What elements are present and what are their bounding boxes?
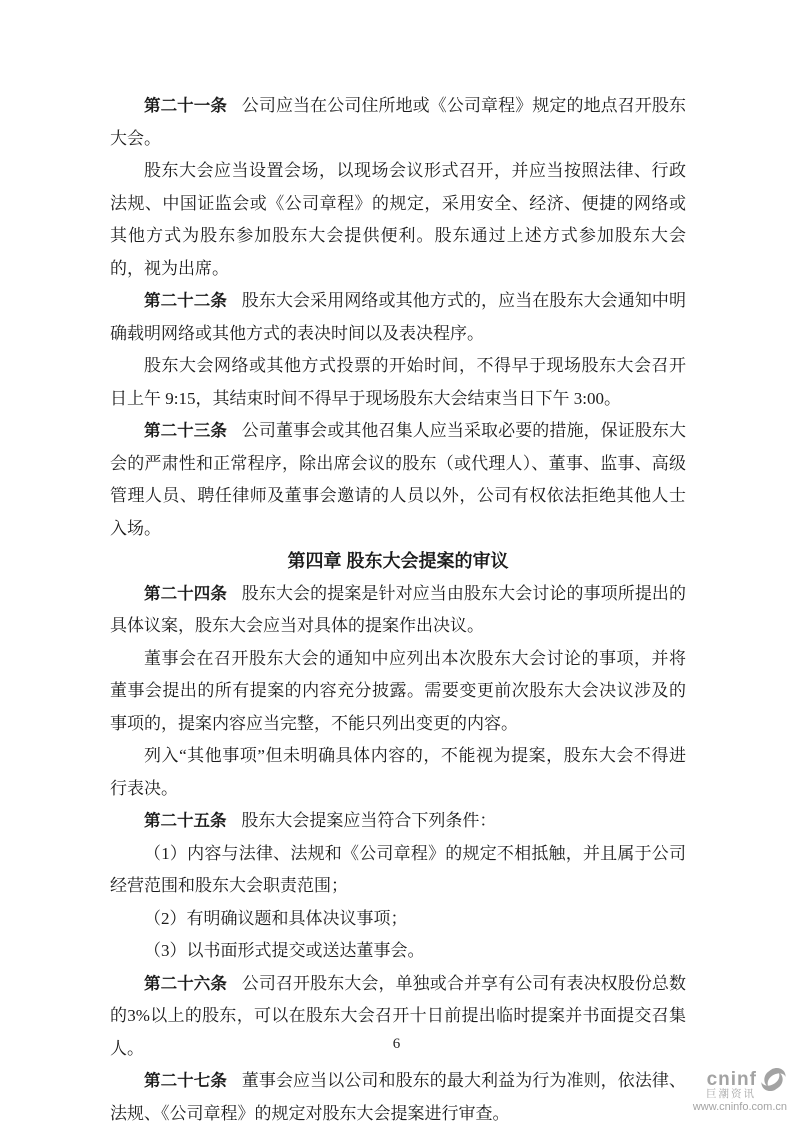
- paragraph-text: 公司董事会或其他召集人应当采取必要的措施，保证股东大会的严肃性和正常程序，除出席会议的股东（或代理人）、董事、监事、高级管理人员、聘任律师及董事会邀请的人员以外，公司有权依法拒绝其他人士入场。: [110, 421, 687, 538]
- paragraph-text: （1）内容与法律、法规和《公司章程》的规定不相抵触，并且属于公司经营范围和股东大会职责范围；: [110, 843, 686, 895]
- paragraph-text: 股东大会网络或其他方式投票的开始时间，不得早于现场股东大会召开日上午 9:15，其结束时间不得早于现场股东大会结束当日下午 3:00。: [110, 356, 686, 408]
- list-item-2: [110, 903, 686, 936]
- paragraph: [110, 740, 686, 805]
- paragraph-article-22: [110, 285, 686, 350]
- paragraph-text: 列入“其他事项”但未明确具体内容的，不能视为提案，股东大会不得进行表决。: [110, 746, 686, 798]
- paragraph-article-23: [110, 415, 686, 545]
- paragraph-text: 公司应当在公司住所地或《公司章程》规定的地点召开股东大会。: [110, 96, 687, 148]
- cninfo-logo: [693, 1067, 787, 1114]
- paragraph: [110, 350, 686, 415]
- article-number: 第二十五条: [144, 812, 227, 830]
- paragraph-text: 股东大会采用网络或其他方式的，应当在股东大会通知中明确载明网络或其他方式的表决时间以及表决程序。: [110, 291, 687, 343]
- paragraph: [110, 643, 686, 741]
- article-number: 第二十七条: [144, 1072, 227, 1090]
- paragraph-article-25: [110, 805, 686, 838]
- paragraph-text: 股东大会提案应当符合下列条件：: [241, 811, 497, 830]
- cninfo-swirl-icon: [760, 1067, 787, 1092]
- paragraph-article-21: [110, 90, 686, 155]
- paragraph-text: 股东大会应当设置会场，以现场会议形式召开，并应当按照法律、行政法规、中国证监会或《公司章程》的规定，采用安全、经济、便捷的网络或其他方式为股东参加股东大会提供便利。股东通过上述方式参加股东大会的，视为出席。: [110, 161, 686, 278]
- paragraph-text: 董事会在召开股东大会的通知中应列出本次股东大会讨论的事项，并将董事会提出的所有提案的内容充分披露。需要变更前次股东大会决议涉及的事项的，提案内容应当完整，不能只列出变更的内容。: [110, 648, 686, 733]
- document-body: [110, 90, 686, 1122]
- article-number: 第二十四条: [144, 584, 227, 603]
- article-number: 第二十六条: [144, 974, 227, 993]
- paragraph-text: （3）以书面形式提交或送达董事会。: [144, 941, 425, 960]
- cninfo-brand-text: cninf: [706, 1068, 757, 1090]
- paragraph-article-27: [110, 1065, 686, 1122]
- article-number: 第二十一条: [144, 97, 227, 115]
- paragraph-article-24: [110, 578, 686, 643]
- list-item-1: [110, 838, 686, 903]
- chapter-heading: 第四章 股东大会提案的审议: [287, 551, 509, 571]
- cninfo-url: www.cninfo.com.cn: [692, 1101, 787, 1113]
- list-item-3: [110, 935, 686, 968]
- cninfo-chinese-name: 巨潮资讯: [706, 1088, 756, 1100]
- article-number: 第二十三条: [144, 422, 227, 440]
- paragraph-text: 公司召开股东大会，单独或合并享有公司有表决权股份总数的3%以上的股东，可以在股东大会召开十日前提出临时提案并书面提交召集人。: [110, 973, 687, 1058]
- page-number: 6: [392, 1036, 401, 1052]
- article-number: 第二十二条: [144, 292, 227, 310]
- paragraph-text: （2）有明确议题和具体决议事项；: [144, 908, 408, 928]
- paragraph-text: 董事会应当以公司和股东的最大利益为行为准则，依法律、法规、《公司章程》的规定对股东大会提案进行审查。: [110, 1071, 687, 1122]
- paragraph-text: 股东大会的提案是针对应当由股东大会讨论的事项所提出的具体议案，股东大会应当对具体的提案作出决议。: [110, 583, 687, 635]
- paragraph: [110, 155, 686, 285]
